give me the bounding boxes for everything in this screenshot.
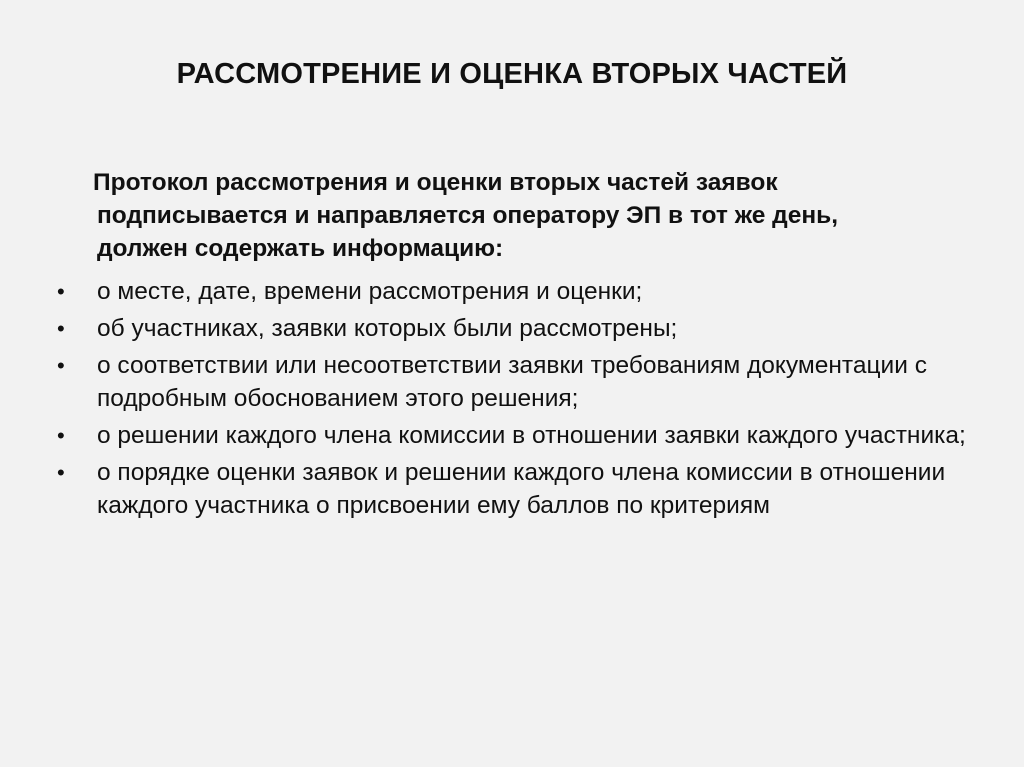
list-item: [0, 349, 1024, 415]
intro-line-2: подписывается и направляется оператору ЭП в тот же день,: [97, 202, 839, 229]
bullet-icon: •: [57, 353, 65, 378]
list-item: [0, 456, 1024, 522]
list-item-text: об участниках, заявки которых были рассмотрены;: [97, 315, 678, 342]
bullet-icon: •: [57, 316, 65, 341]
bullet-icon: •: [57, 460, 65, 485]
slide-title: РАССМОТРЕНИЕ И ОЦЕНКА ВТОРЫХ ЧАСТЕЙ: [176, 58, 848, 90]
list-item-text: о месте, дате, времени рассмотрения и оценки;: [97, 278, 643, 305]
intro-paragraph: [93, 166, 987, 265]
list-item: [0, 275, 1024, 308]
list-item: [0, 312, 1024, 345]
list-item: [0, 419, 1024, 452]
list-item-text: о порядке оценки заявок и решении каждого члена комиссии в отношении каждого участника о присвоении ему баллов по критериям: [97, 459, 946, 519]
bullet-list: [0, 275, 1024, 526]
list-item-text: о решении каждого члена комиссии в отношении заявки каждого участника;: [97, 422, 966, 449]
list-item-text: о соответствии или несоответствии заявки требованиям документации с подробным обоснованием этого решения;: [97, 352, 927, 412]
intro-line-1: Протокол рассмотрения и оценки вторых частей заявок: [93, 169, 778, 196]
bullet-icon: •: [57, 423, 65, 448]
intro-line-3: должен содержать информацию:: [97, 235, 504, 262]
bullet-icon: •: [57, 279, 65, 304]
